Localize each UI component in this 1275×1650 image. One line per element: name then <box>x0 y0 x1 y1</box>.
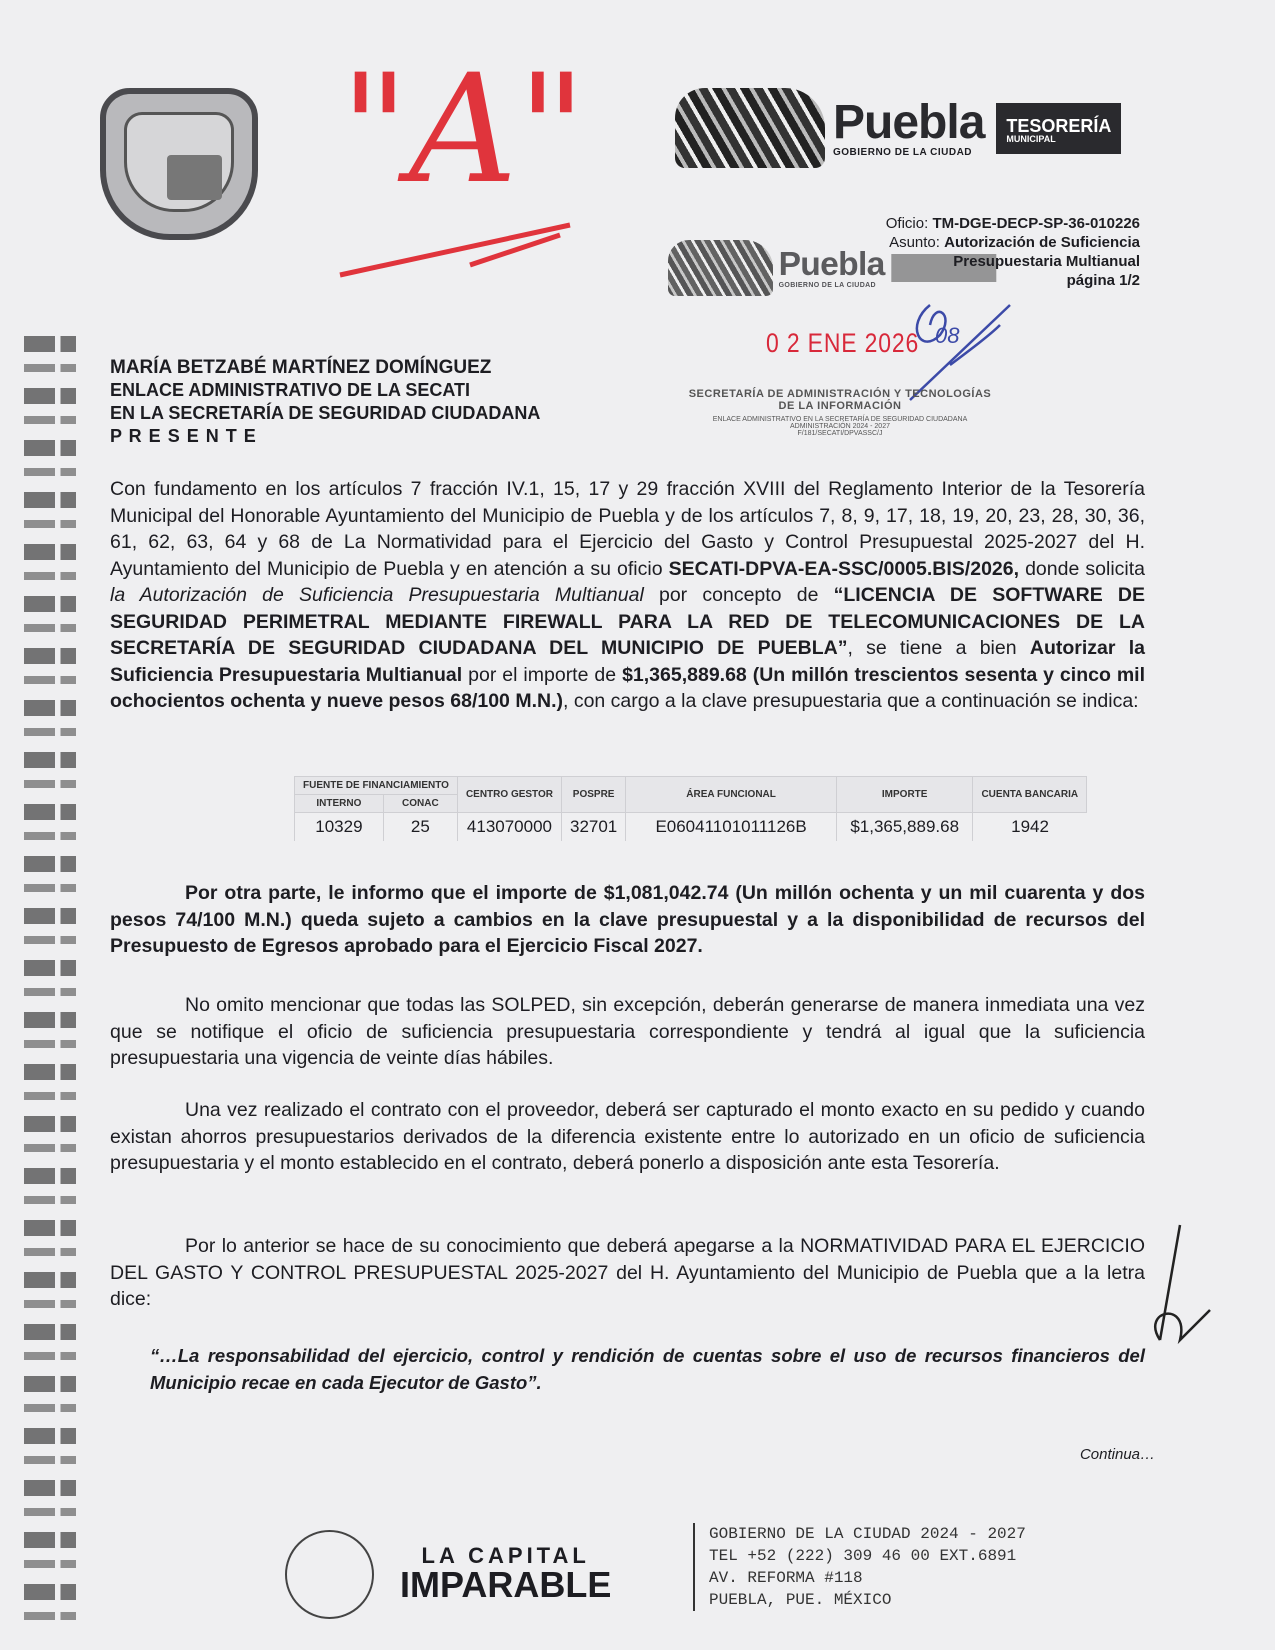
equality-seal-logo <box>285 1530 374 1619</box>
annotation-letter: "A" <box>340 43 587 217</box>
addressee-block: MARÍA BETZABÉ MARTÍNEZ DOMÍNGUEZ ENLACE ADMINISTRATIVO DE LA SECATI EN LA SECRETARÍA DE SEGURIDAD CIUDADANA P R E S E N T E <box>110 357 541 446</box>
oficio-number: TM-DGE-DECP-SP-36-010226 <box>932 215 1140 232</box>
reception-stamp: SECRETARÍA DE ADMINISTRACIÓN Y TECNOLOGÍAS DE LA INFORMACIÓN ENLACE ADMINISTRATIVO EN LA SECRETARÍA DE SEGURIDAD CIUDADANA ADMINISTRACIÓN 2024 - 2027 F/181/SECATI/DPVASSC/J <box>688 388 992 437</box>
signature <box>1130 1220 1220 1375</box>
tesoreria-badge: TESORERÍA MUNICIPAL <box>996 103 1121 154</box>
oficio-block: Oficio: TM-DGE-DECP-SP-36-010226 Asunto: Autorización de Suficiencia Presupuestaria Multianual página 1/2 <box>885 215 1140 289</box>
page-number: página 1/2 <box>1066 272 1140 289</box>
red-annotation-mark <box>320 43 600 285</box>
addressee-name: MARÍA BETZABÉ MARTÍNEZ DOMÍNGUEZ <box>110 357 492 378</box>
budget-key-table: FUENTE DE FINANCIAMIENTO CENTRO GESTOR POSPRE ÁREA FUNCIONAL IMPORTE CUENTA BANCARIA INTERNO CONAC 10329 25 413070000 32701 E06041101011126B $1,365,889.68 1942 <box>294 776 1087 841</box>
paragraph-pending-amount: Por otra parte, le informo que el importe de $1,081,042.74 (Un millón ochenta y un mil cuarenta y dos pesos 74/100 M.N.) queda sujeto a cambios en la clave presupuestal y a la disponibilidad de recursos del Presupuesto de Egresos aprobado para el Ejercicio Fiscal 2027. <box>110 882 1145 957</box>
continua-label: Continua… <box>1079 1446 1155 1463</box>
received-date-stamp: 0 2 ENE 2026 <box>766 328 920 358</box>
decorative-border <box>24 336 76 1636</box>
table-row: 10329 25 413070000 32701 E06041101011126B $1,365,889.68 1942 <box>295 813 1087 842</box>
puebla-emblem-icon <box>675 88 825 168</box>
quote: “…La responsabilidad del ejercicio, control y rendición de cuentas sobre el uso de recursos financieros del Municipio recae en cada Ejecutor de Gasto”. <box>150 1345 1145 1393</box>
stamp-puebla-logo: Puebla GOBIERNO DE LA CIUDAD <box>668 240 997 296</box>
paragraph-authorization: Con fundamento en los artículos 7 fracción IV.1, 15, 17 y 29 fracción XVIII del Reglamento Interior de la Tesorería Municipal del Honorable Ayuntamiento del Municipio de Puebla y de los artículos 7, 8, 9, 17, 18, 19, 20, 23, 28, 30, 36, 61, 62, 63, 64 y 68 de La Normatividad para el Ejercicio del Gasto y Control Presupuestal 2025-2027 del H. Ayuntamiento del Municipio de Puebla y en atención a su oficio SECATI-DPVA-EA-SSC/0005.BIS/2026, donde solicita la Autorización de Suficiencia Presupuestaria Multianual por concepto de “LICENCIA DE SOFTWARE DE SEGURIDAD PERIMETRAL MEDIANTE FIREWALL PARA LA RED DE TELECOMUNICACIONES DE LA SECRETARÍA DE SEGURIDAD CIUDADANA DEL MUNICIPIO DE PUEBLA”, se tiene a bien Autorizar la Suficiencia Presupuestaria Multianual por el importe de $1,365,889.68 (Un millón trescientos sesenta y cinco mil ochocientos ochenta y nueve pesos 68/100 M.N.), con cargo a la clave presupuestaria que a continuación se indica: <box>110 478 1145 712</box>
capital-imparable-logo: LA CAPITAL IMPARABLE <box>400 1543 612 1605</box>
svg-text:08: 08 <box>935 323 960 348</box>
puebla-tesoreria-logo <box>675 88 1121 168</box>
paragraph-normatividad: Por lo anterior se hace de su conocimiento que deberá apegarse a la NORMATIVIDAD PARA EL EJERCICIO DEL GASTO Y CONTROL PRESUPUESTAL 2025-2027 del H. Ayuntamiento del Municipio de Puebla que a la letra dice: <box>110 1235 1145 1310</box>
logo-sub: GOBIERNO DE LA CIUDAD <box>833 146 973 158</box>
paragraph-contract: Una vez realizado el contrato con el proveedor, deberá ser capturado el monto exacto en su pedido y cuando existan ahorros presupuestarios derivados de la diferencia existente entre lo autorizado en un oficio de suficiencia presupuestaria y el monto establecido en el contrato, deberá ponerlo a disposición ante esta Tesorería. <box>110 1099 1145 1174</box>
logo-word: Puebla <box>833 95 985 149</box>
footer-contact: GOBIERNO DE LA CIUDAD 2024 - 2027 TEL +52 (222) 309 46 00 EXT.6891 AV. REFORMA #118 PUEBLA, PUE. MÉXICO <box>693 1523 1026 1611</box>
paragraph-solped: No omito mencionar que todas las SOLPED, sin excepción, deberán generarse de manera inmediata una vez que se notifique el oficio de suficiencia presupuestaria correspondiente y tendrá al igual que la suficiencia presupuestaria una vigencia de veinte días hábiles. <box>110 994 1145 1069</box>
municipal-seal-logo <box>100 88 258 240</box>
